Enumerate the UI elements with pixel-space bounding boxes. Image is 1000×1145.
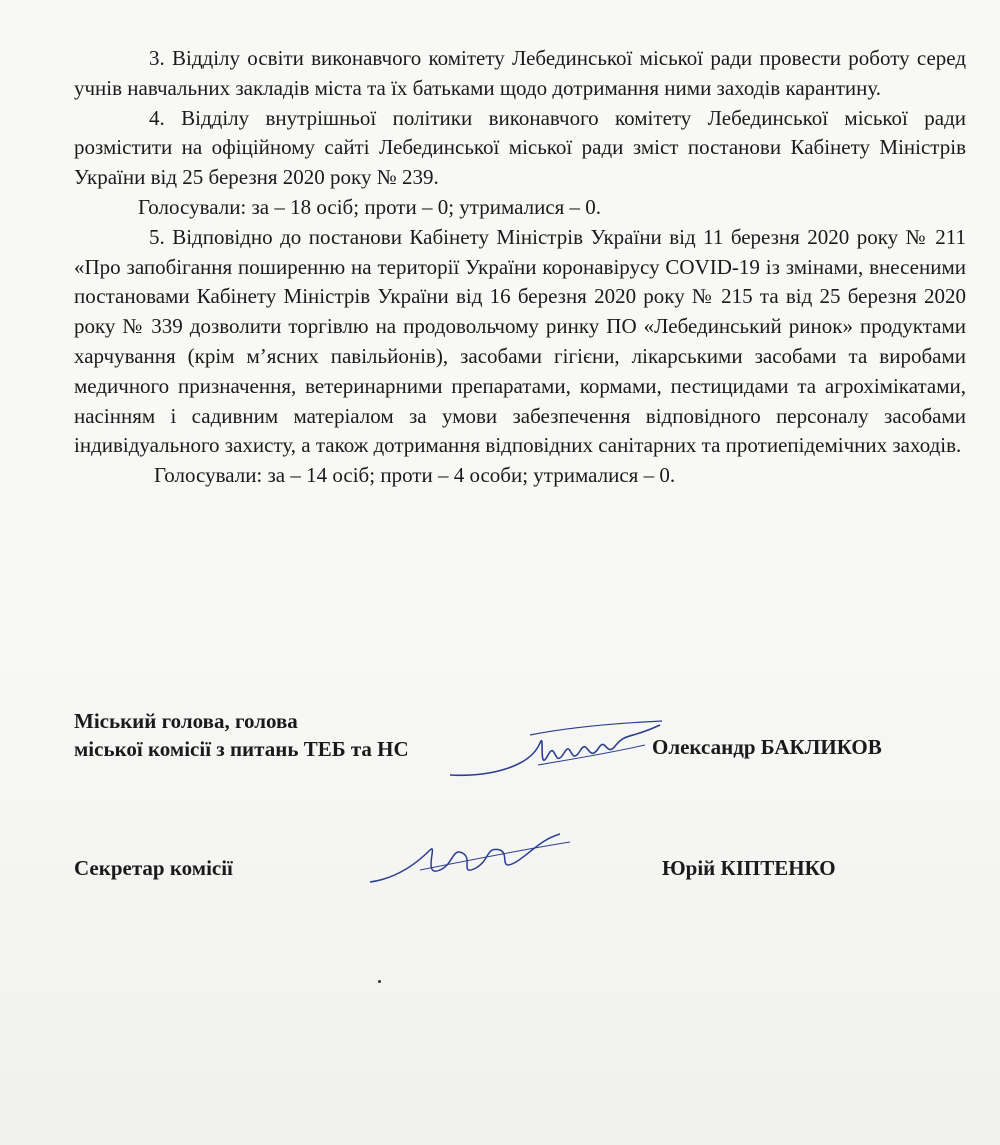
vote-result-2: Голосували: за – 14 осіб; проти – 4 особи; утрималися – 0. [154, 463, 676, 488]
document-body [74, 44, 966, 491]
head-title [74, 707, 409, 763]
secretary-title: Секретар комісії [74, 856, 233, 880]
secretary-name: Юрій КІПТЕНКО [662, 856, 836, 880]
head-title-line2: міської комісії з питань ТЕБ та НС [74, 737, 409, 761]
paragraph-5: 5. Відповідно до постанови Кабінету Міністрів України від 11 березня 2020 року № 211 «Про запобігання поширенню на території України коронавірусу COVID-19 із змінами, внесеними постановами Кабінету Міністрів України від 16 березня 2020 року № 215 та від 25 березня 2020 року № 339 дозволити торгівлю на продовольчому ринку ПО «Лебединський ринок» продуктами харчування (крім м’ясних павільйонів), засобами гігієни, лікарськими засобами та виробами медичного призначення, ветеринарними препаратами, кормами, пестицидами та агрохімікатами, насінням і садивним матеріалом за умови забезпечення відповідного персоналу засобами індивідуального захисту, а також дотримання відповідних санітарних та протиепідемічних заходів. [74, 224, 966, 458]
paragraph-4: 4. Відділу внутрішньої політики виконавчого комітету Лебединської міської ради розмістити на офіційному сайті Лебединської міської ради зміст постанови Кабінету Міністрів України від 25 березня 2020 року № 239. [74, 105, 966, 190]
ink-dot [378, 980, 381, 983]
secretary-signature [360, 820, 580, 900]
head-name: Олександр БАКЛИКОВ [652, 735, 882, 759]
paragraph-3: 3. Відділу освіти виконавчого комітету Лебединської міської ради провести роботу серед учнів навчальних закладів міста та їх батьками щодо дотримання ними заходів карантину. [74, 46, 966, 100]
vote-result-1: Голосували: за – 18 осіб; проти – 0; утрималися – 0. [138, 194, 602, 219]
head-signature [430, 705, 670, 800]
head-title-line1: Міський голова, голова [74, 709, 298, 733]
